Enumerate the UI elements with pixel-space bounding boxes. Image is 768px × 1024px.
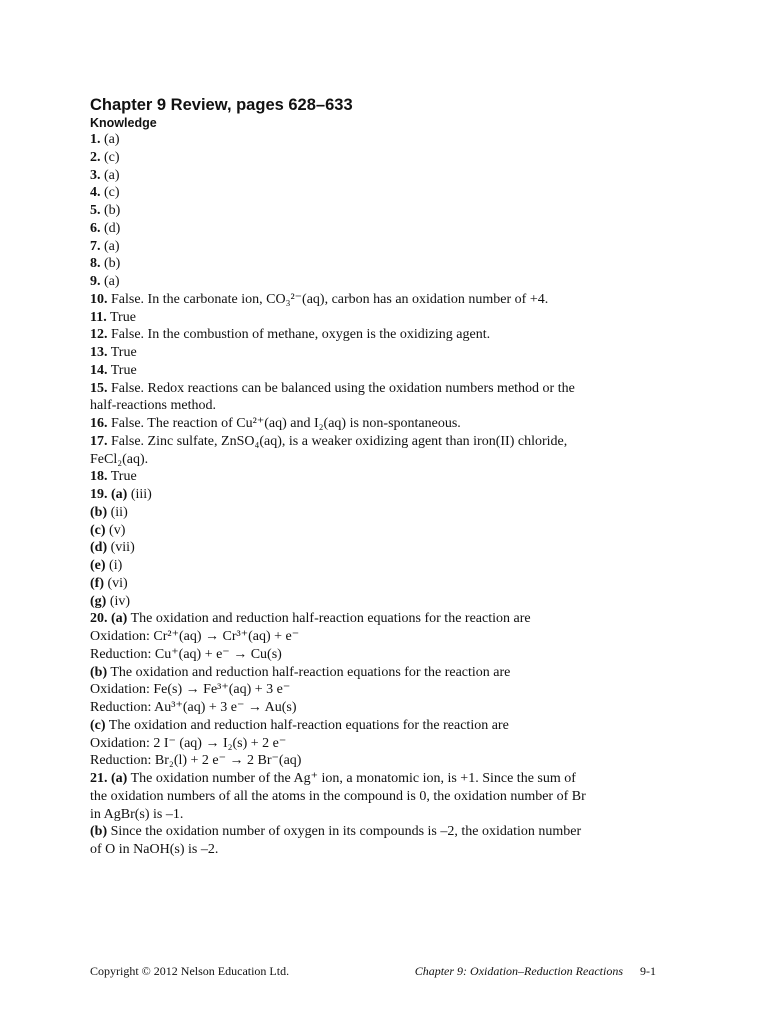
answer-line [90, 841, 650, 859]
section-heading: Knowledge [90, 116, 157, 130]
item-number: 11. [90, 309, 107, 325]
answer-text: True [109, 309, 136, 325]
answer-line [90, 149, 650, 167]
answer-text: The oxidation and reduction half-reaction equations for the reaction are [110, 664, 511, 680]
answer-text: (a) [104, 238, 120, 254]
footer-right [415, 963, 656, 979]
item-number: 2. [90, 149, 101, 165]
answer-text: (v) [109, 522, 126, 538]
answer-line [90, 735, 650, 753]
answer-text: (a) [104, 167, 120, 183]
answer-text: (ii) [110, 504, 128, 520]
answer-text: (a) [104, 132, 120, 147]
item-number: (c) [90, 717, 106, 733]
answer-text: (b) [104, 203, 121, 218]
item-number: 6. [90, 220, 101, 236]
answer-line [90, 451, 650, 469]
answer-line [90, 238, 650, 256]
item-number: 8. [90, 256, 101, 272]
answer-text: of O in NaOH(s) is –2. [90, 842, 219, 857]
answer-line [90, 681, 650, 699]
item-number: 4. [90, 185, 101, 201]
answer-line [90, 397, 650, 415]
answer-line [90, 788, 650, 806]
answer-line [90, 522, 650, 540]
answer-line [90, 628, 650, 646]
answer-line [90, 184, 650, 202]
item-number: 20. (a) [90, 611, 128, 627]
answer-line [90, 752, 650, 770]
item-number: (b) [90, 504, 108, 520]
answer-text: True [110, 469, 137, 485]
answer-text: Oxidation: Cr²⁺(aq) → Cr³⁺(aq) + e⁻ [90, 629, 300, 644]
answer-line [90, 557, 650, 575]
answer-list [90, 131, 650, 859]
answer-line [90, 415, 650, 433]
item-number: (c) [90, 522, 106, 538]
item-number: (b) [90, 664, 108, 680]
answer-line [90, 646, 650, 664]
item-number: 21. (a) [90, 771, 128, 786]
item-number: (e) [90, 558, 106, 573]
answer-text: Reduction: Cu⁺(aq) + e⁻ → Cu(s) [90, 646, 282, 662]
answer-text: in AgBr(s) is –1. [90, 806, 184, 822]
item-number: (b) [90, 824, 108, 840]
answer-line [90, 131, 650, 149]
item-number: 5. [90, 203, 101, 218]
answer-text: The oxidation number of the Ag⁺ ion, a monatomic ion, is +1. Since the sum of [130, 771, 576, 786]
item-number: 18. [90, 469, 108, 485]
document-page [90, 96, 650, 859]
answer-line [90, 699, 650, 717]
item-number: 19. (a) [90, 487, 128, 502]
answer-line [90, 433, 650, 451]
answer-text: (d) [104, 220, 121, 236]
answer-line [90, 344, 650, 362]
answer-text: (iii) [130, 487, 152, 502]
answer-text: False. Redox reactions can be balanced using the oxidation numbers method or the [111, 380, 575, 396]
answer-text: (a) [104, 274, 120, 289]
answer-text: True [110, 362, 137, 378]
answer-line [90, 255, 650, 273]
item-number: 7. [90, 238, 101, 254]
answer-line [90, 717, 650, 735]
answer-text: The oxidation and reduction half-reaction equations for the reaction are [130, 611, 531, 627]
answer-text: (b) [104, 256, 121, 272]
answer-line [90, 380, 650, 398]
answer-text: (i) [109, 558, 123, 573]
answer-text: False. In the carbonate ion, CO₃²⁻(aq), carbon has an oxidation number of +4. [111, 291, 549, 307]
answer-text: (iv) [109, 593, 131, 609]
answer-line [90, 610, 650, 628]
copyright-text: Copyright © 2012 Nelson Education Ltd. [90, 964, 290, 978]
answer-text: half-reactions method. [90, 398, 216, 414]
answer-line [90, 362, 650, 380]
answer-line [90, 664, 650, 682]
page-title: Chapter 9 Review, pages 628–633 [90, 96, 353, 114]
item-number: 1. [90, 132, 101, 147]
answer-text: Reduction: Au³⁺(aq) + 3 e⁻ → Au(s) [90, 700, 297, 715]
answer-line [90, 326, 650, 344]
answer-text: the oxidation numbers of all the atoms in the compound is 0, the oxidation number of Br [90, 788, 586, 804]
answer-text: False. Zinc sulfate, ZnSO₄(aq), is a weaker oxidizing agent than iron(II) chloride, [111, 433, 568, 449]
answer-line [90, 220, 650, 238]
answer-text: False. The reaction of Cu²⁺(aq) and I₂(aq) is non-spontaneous. [111, 416, 461, 431]
answer-line [90, 167, 650, 185]
answer-text: The oxidation and reduction half-reaction equations for the reaction are [108, 717, 509, 733]
item-number: 17. [90, 433, 108, 449]
footer-chapter: Chapter 9: Oxidation–Reduction Reactions [414, 964, 623, 978]
answer-line [90, 273, 650, 291]
item-number: (f) [90, 575, 104, 591]
answer-text: FeCl₂(aq). [90, 451, 149, 467]
answer-text: Oxidation: Fe(s) → Fe³⁺(aq) + 3 e⁻ [90, 682, 291, 698]
answer-text: (c) [104, 185, 120, 201]
answer-line [90, 468, 650, 486]
answer-line [90, 309, 650, 327]
answer-line [90, 770, 650, 788]
answer-text: (vii) [110, 540, 135, 556]
answer-text: True [110, 345, 137, 360]
item-number: (g) [90, 593, 107, 609]
answer-line [90, 202, 650, 220]
item-number: 12. [90, 327, 108, 343]
answer-line [90, 504, 650, 522]
answer-text: Reduction: Br₂(l) + 2 e⁻ → 2 Br⁻(aq) [90, 753, 302, 769]
page-number: 9-1 [640, 964, 656, 978]
answer-text: Oxidation: 2 I⁻ (aq) → I₂(s) + 2 e⁻ [90, 735, 287, 751]
answer-line [90, 575, 650, 593]
answer-line [90, 539, 650, 557]
answer-text: Since the oxidation number of oxygen in its compounds is –2, the oxidation number [110, 824, 582, 840]
item-number: 10. [90, 291, 108, 307]
answer-text: False. In the combustion of methane, oxygen is the oxidizing agent. [111, 327, 491, 343]
item-number: 9. [90, 274, 101, 289]
answer-line [90, 806, 650, 824]
answer-line [90, 823, 650, 841]
item-number: 13. [90, 345, 108, 360]
answer-text: (vi) [107, 575, 128, 591]
answer-line [90, 486, 650, 504]
item-number: 15. [90, 380, 108, 396]
item-number: (d) [90, 540, 108, 556]
item-number: 3. [90, 167, 101, 183]
answer-text: (c) [104, 149, 120, 165]
item-number: 14. [90, 362, 108, 378]
item-number: 16. [90, 416, 108, 431]
answer-line [90, 291, 650, 309]
answer-line [90, 593, 650, 611]
